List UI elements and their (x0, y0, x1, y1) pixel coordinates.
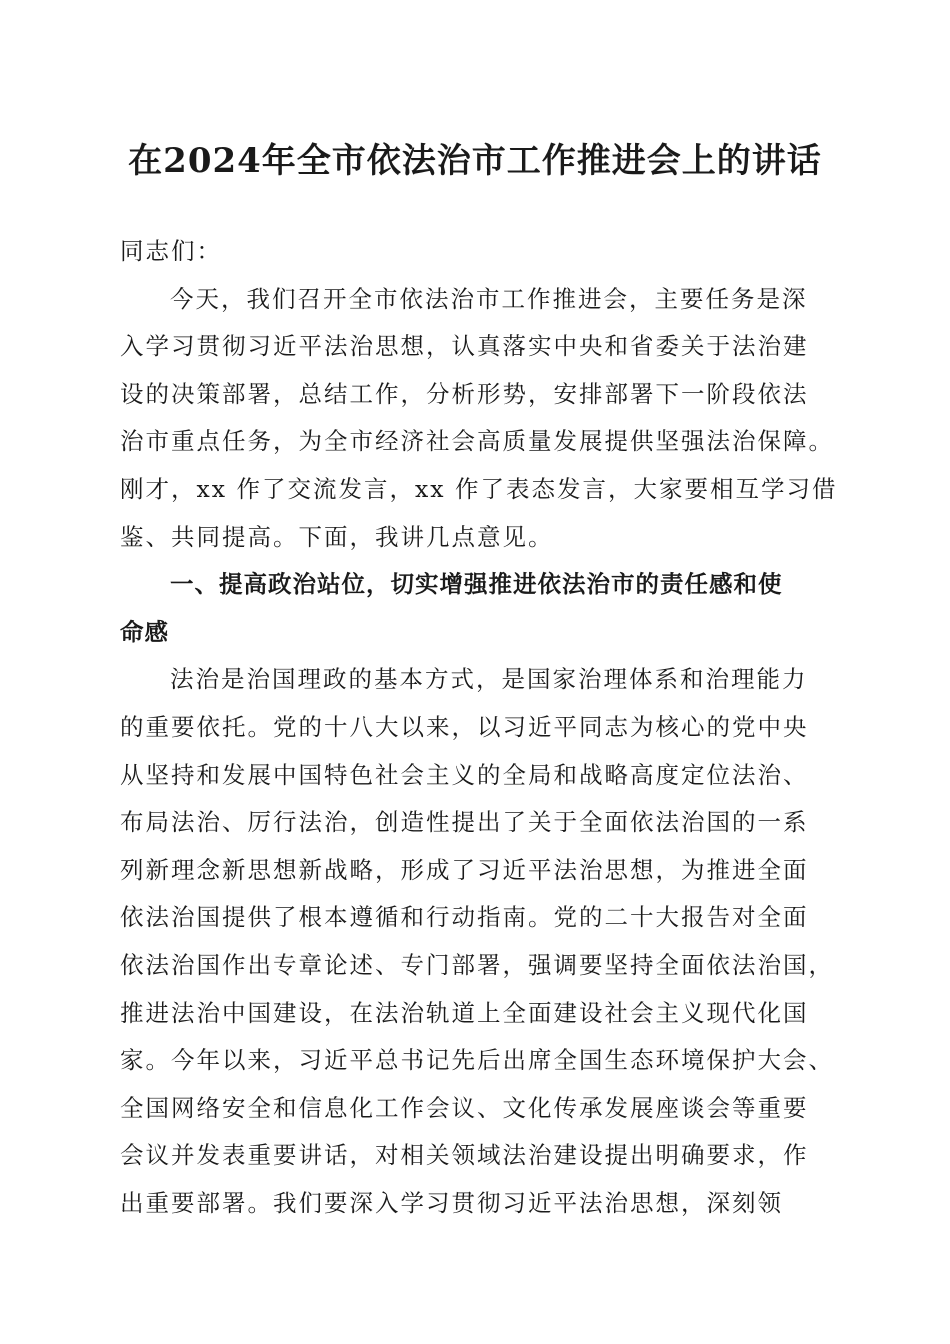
paragraph-line: 全国网络安全和信息化工作会议、文化传承发展座谈会等重要 (120, 1093, 809, 1122)
paragraph-line: 家。今年以来，习近平总书记先后出席全国生态环境保护大会、 (120, 1046, 834, 1075)
paragraph-line: 入学习贯彻习近平法治思想，认真落实中央和省委关于法治建 (120, 332, 809, 361)
paragraph-line: 会议并发表重要讲话，对相关领域法治建设提出明确要求，作 (120, 1141, 809, 1170)
paragraph-line: 今天，我们召开全市依法治市工作推进会，主要任务是深 (170, 284, 808, 313)
paragraph-line: 设的决策部署，总结工作，分析形势，安排部署下一阶段依法 (120, 379, 809, 408)
paragraph-line: 推进法治中国建设，在法治轨道上全面建设社会主义现代化国 (120, 998, 809, 1027)
paragraph-rule-of-law (120, 656, 834, 1227)
paragraph-line: 布局法治、厉行法治，创造性提出了关于全面依法治国的一系 (120, 808, 809, 837)
paragraph-line: 鉴、共同提高。下面，我讲几点意见。 (120, 522, 554, 551)
document-body (120, 228, 838, 1227)
paragraph-line: 依法治国提供了根本遵循和行动指南。党的二十大报告对全面 (120, 903, 809, 932)
section-heading (120, 561, 828, 656)
paragraph-opening (120, 276, 838, 562)
paragraph-line: 从坚持和发展中国特色社会主义的全局和战略高度定位法治、 (120, 760, 809, 789)
section-heading-line: 命感 (120, 617, 169, 646)
paragraph-line: 刚才，xx 作了交流发言，xx 作了表态发言，大家要相互学习借 (120, 474, 838, 503)
paragraph-line: 出重要部署。我们要深入学习贯彻习近平法治思想，深刻领 (120, 1188, 783, 1217)
salutation: 同志们： (120, 237, 222, 265)
paragraph-line: 依法治国作出专章论述、专门部署，强调要坚持全面依法治国， (120, 950, 834, 979)
section-heading-line: 一、提高政治站位，切实增强推进依法治市的责任感和使 (170, 570, 783, 599)
paragraph-line: 法治是治国理政的基本方式，是国家治理体系和治理能力 (170, 665, 808, 694)
paragraph-line: 治市重点任务，为全市经济社会高质量发展提供坚强法治保障。 (120, 427, 834, 456)
paragraph-line: 的重要依托。党的十八大以来，以习近平同志为核心的党中央 (120, 712, 809, 741)
document-title: 在2024年全市依法治市工作推进会上的讲话 (128, 141, 822, 181)
paragraph-line: 列新理念新思想新战略，形成了习近平法治思想，为推进全面 (120, 855, 809, 884)
